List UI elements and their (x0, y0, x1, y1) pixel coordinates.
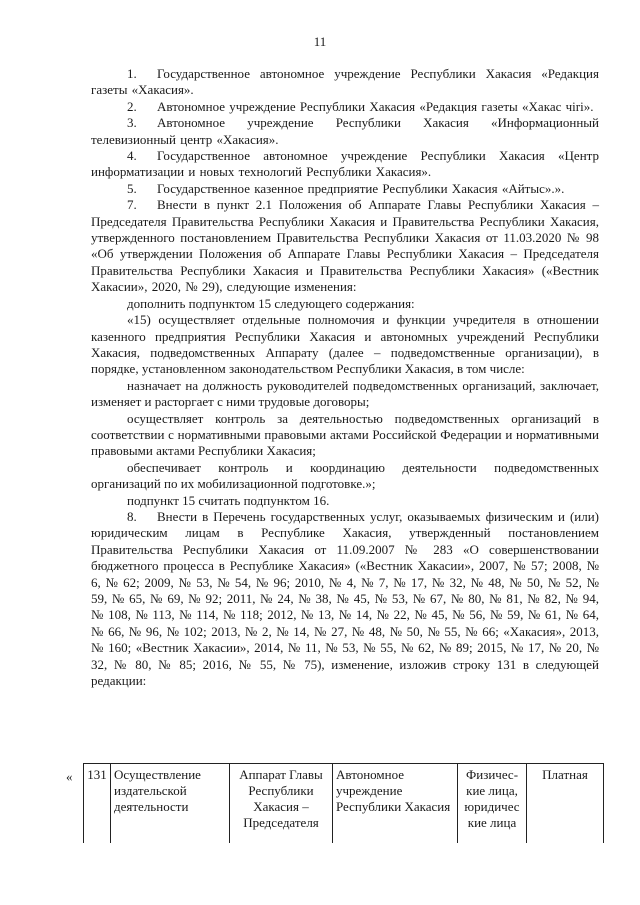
list-item (91, 115, 599, 148)
document-body (91, 66, 599, 689)
paragraph: назначает на должность руководителей подведомственных организаций, заключает, изменяет и расторгает с ними трудовые договоры; (91, 377, 599, 410)
paragraph: обеспечивает контроль и координацию деятельности подведомственных организаций по их мобилизационной подготовке.»; (91, 459, 599, 492)
item-text: Автономное учреждение Республики Хакасия «Редакция газеты «Хакас чirі». (157, 98, 594, 114)
item-number: 3. (127, 115, 137, 131)
service-cell: Осуществление издательской деятельности (111, 764, 230, 844)
item-text: Внести в пункт 2.1 Положения об Аппарате Главы Республики Хакасия – Председателя Правительства Республики Хакасия и Правительства Республики Хакасия, утвержденного постановлением Правительства Республики Хакасия от 11.03.2020 № 98 «Об утверждении Положения об Аппарате Главы Республики Хакасия – Председателя Правительства Республики Хакасия и Правительства Республики Хакасия» («Вестник Хакасии», 2020, № 29), следующие изменения: (91, 197, 599, 295)
page-number: 11 (313, 34, 327, 49)
list-item (91, 509, 599, 689)
list-item (91, 66, 599, 99)
list-item (91, 197, 599, 295)
item-number: 1. (127, 66, 137, 81)
institution-cell: Автономное учреждение Республики Хакасия (333, 764, 458, 844)
open-quote: « (66, 769, 73, 784)
item-number: 8. (127, 508, 137, 524)
item-number: 5. (127, 180, 137, 196)
item-text: Государственное казенное предприятие Республики Хакасия «Айтыс».». (157, 180, 565, 196)
item-text: Государственное автономное учреждение Республики Хакасия «Редакция газеты «Хакасия». (91, 66, 599, 98)
item-number: 7. (127, 197, 137, 213)
list-item (91, 181, 599, 197)
item-text: Внести в Перечень государственных услуг, оказываемых физическим и (или) юридическим лицам в Республике Хакасия, утвержденный постановлением Правительства Республики Хакасия от 11.09.2007 № 283 «О совершенствовании бюджетного процесса в Республике Хакасия» («Вестник Хакасии», 2007, № 57; 2008, № 6, № 62; 2009, № 53, № 54, № 96; 2010, № 4, № 7, № 17, № 32, № 48, № 50, № 52, № 59, № 65, № 69, № 92; 2011, № 24, № 38, № 45, № 53, № 67, № 80, № 81, № 82, № 94, № 108, № 113, № 114, № 118; 2012, № 13, № 14, № 22, № 45, № 56, № 59, № 61, № 64, № 66, № 96, № 102; 2013, № 2, № 14, № 27, № 48, № 50, № 55, № 66; «Хакасия», 2013, № 160; «Вестник Хакасии», 2014, № 11, № 53, № 55, № 62, № 89; 2015, № 17, № 20, № 32, № 80, № 85; 2016, № 55, № 75), изменение, изложив строку 131 в следующей редакции: (91, 508, 599, 689)
recipients-cell: Физичес-кие лица, юридичес кие лица (458, 764, 527, 844)
list-item (91, 99, 599, 115)
item-text: Государственное автономное учреждение Республики Хакасия «Центр информатизации и новых технологий Республики Хакасия». (91, 148, 599, 180)
payment-cell: Платная (527, 764, 604, 844)
services-table (83, 763, 604, 843)
item-number: 4. (127, 148, 137, 164)
item-number: 2. (127, 98, 137, 114)
item-text: Автономное учреждение Республики Хакасия «Информационный телевизионный центр «Хакасия». (91, 115, 599, 147)
authority-cell: Аппарат Главы Республики Хакасия – Председателя (230, 764, 333, 844)
paragraph: осуществляет контроль за деятельностью подведомственных организаций в соответствии с нормативными правовыми актами Российской Федерации и нормативными правовыми актами Республики Хакасия; (91, 410, 599, 459)
list-item (91, 148, 599, 181)
table-row (84, 764, 604, 844)
paragraph: дополнить подпунктом 15 следующего содержания: (127, 295, 415, 311)
row-number-cell: 131 (84, 764, 111, 844)
paragraph: «15) осуществляет отдельные полномочия и функции учредителя в отношении казенного предприятия Республики Хакасия и автономных учреждений Республики Хакасия, подведомственных Аппарату (далее – подведомственные организации), в порядке, установленном законодательством Республики Хакасия, в том числе: (91, 312, 599, 377)
paragraph: подпункт 15 считать подпунктом 16. (127, 492, 330, 508)
